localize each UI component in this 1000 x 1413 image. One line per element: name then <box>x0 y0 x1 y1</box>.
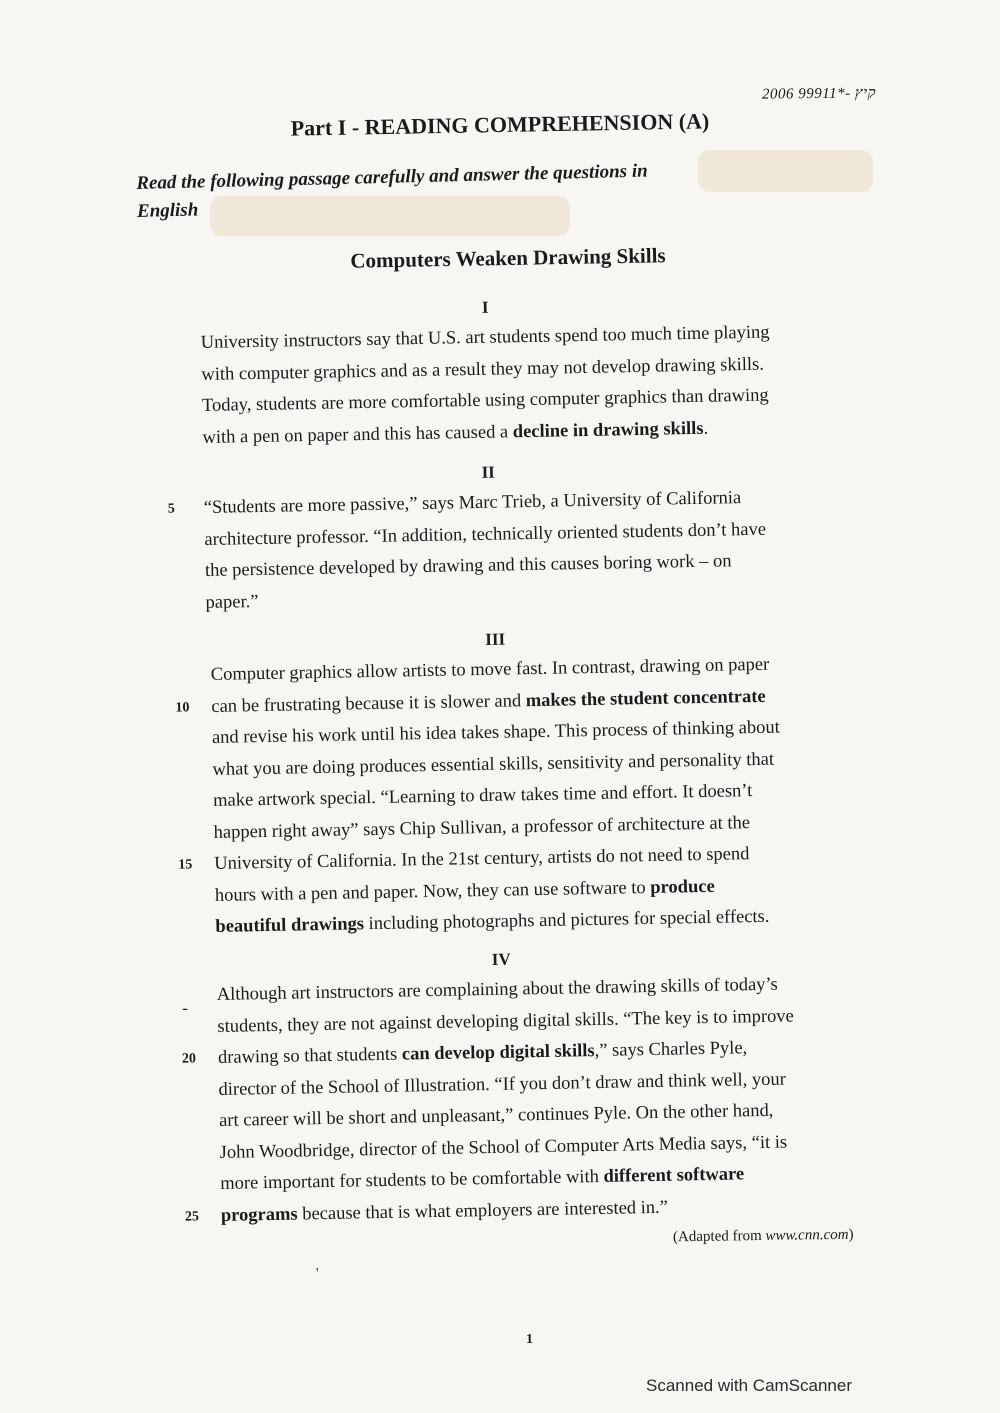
emphasized-text: programs <box>220 1204 298 1226</box>
emphasized-text: different software <box>603 1164 745 1187</box>
line-number: 15 <box>178 857 193 873</box>
passage-text: what you are doing produces essential skills, sensitivity and personality that <box>212 749 775 780</box>
passage-text: can be frustrating because it is slower and <box>211 690 526 717</box>
passage-text: Although art instructors are complaining about the drawing skills of today’s <box>216 974 778 1005</box>
passage-text: students, they are not against developing digital skills. “The key is to improve <box>217 1005 794 1037</box>
passage-text: director of the School of Illustration. “If you don’t draw and think well, your <box>218 1069 787 1100</box>
emphasized-text: produce <box>650 876 715 898</box>
exam-code: 2006 קיץ -*99911 <box>761 85 877 103</box>
passage-section <box>167 451 856 619</box>
source-site: www.cnn.com <box>765 1226 850 1244</box>
passage-text: . <box>703 418 709 439</box>
passage-text: “Students are more passive,” says Marc Trieb, a University of California <box>203 488 742 518</box>
section-numeral: I <box>481 297 489 317</box>
emphasized-text: decline in drawing skills <box>512 418 704 442</box>
scanner-watermark: Scanned with CamScanner <box>646 1376 853 1395</box>
line-number: 20 <box>181 1051 197 1067</box>
emphasized-text: beautiful drawings <box>215 914 365 937</box>
passage-section <box>175 618 866 943</box>
passage-text: and revise his work until his idea takes shape. This process of thinking about <box>211 717 780 748</box>
passage-title: Computers Weaken Drawing Skills <box>350 243 666 273</box>
passage-text: architecture professor. “In addition, technically oriented students don’t have <box>204 519 767 550</box>
part-title: Part I - READING COMPREHENSION (A) <box>290 108 710 141</box>
source-citation <box>673 1227 854 1247</box>
section-numeral: III <box>485 629 506 649</box>
section-numeral: IV <box>491 949 511 969</box>
source-prefix: (Adapted from <box>673 1227 767 1246</box>
passage-text: more important for students to be comfortable with <box>220 1166 604 1194</box>
line-number: 25 <box>184 1208 200 1225</box>
passage-text: happen right away” says Chip Sullivan, a professor of architecture at the <box>213 812 751 843</box>
pen-mark: ' <box>316 1266 319 1281</box>
passage-text: Computer graphics allow artists to move fast. In contrast, drawing on paper <box>210 654 770 685</box>
passage-section <box>181 938 871 1232</box>
passage-text: drawing so that students <box>217 1044 403 1068</box>
passage-text: Today, students are more comfortable using computer graphics than drawing <box>201 385 769 416</box>
passage-text: art career will be short and unpleasant,” continues Pyle. On the other hand, <box>218 1100 774 1131</box>
passage-text: with computer graphics and as a result they may not develop drawing skills. <box>201 354 765 385</box>
instructions-line: Read the following passage carefully and answer the questions in <box>136 160 648 194</box>
passage-text: make artwork special. “Learning to draw takes time and effort. It doesn’t <box>212 781 753 811</box>
passage-text: with a pen on paper and this has caused a <box>202 421 513 448</box>
passage-text: ,” says Charles Pyle, <box>594 1038 748 1062</box>
page-number: 1 <box>526 1332 533 1347</box>
instructions-line: English <box>136 199 199 222</box>
source-suffix: ) <box>848 1226 855 1243</box>
line-number: 10 <box>175 699 190 716</box>
passage-section <box>200 286 853 454</box>
passage-text: University of California. In the 21st century, artists do not need to spend <box>214 844 750 874</box>
pen-mark: ـ <box>183 999 188 1014</box>
passage-text: University instructors say that U.S. art students spend too much time playing <box>200 322 770 353</box>
passage-text: paper.” <box>205 591 259 613</box>
instructions <box>136 155 737 226</box>
line-number: 5 <box>167 501 175 517</box>
passage-text: because that is what employers are interested in.” <box>297 1197 669 1225</box>
emphasized-text: makes the student concentrate <box>525 686 766 711</box>
passage-text: including photographs and pictures for special effects. <box>363 906 770 935</box>
section-numeral: II <box>481 462 496 482</box>
passage-text: the persistence developed by drawing and this causes boring work – on <box>204 551 732 581</box>
emphasized-text: can develop digital skills <box>401 1041 595 1065</box>
passage-text: John Woodbridge, director of the School of Computer Arts Media says, “it is <box>219 1132 788 1163</box>
passage-text: hours with a pen and paper. Now, they can use software to <box>214 877 651 906</box>
